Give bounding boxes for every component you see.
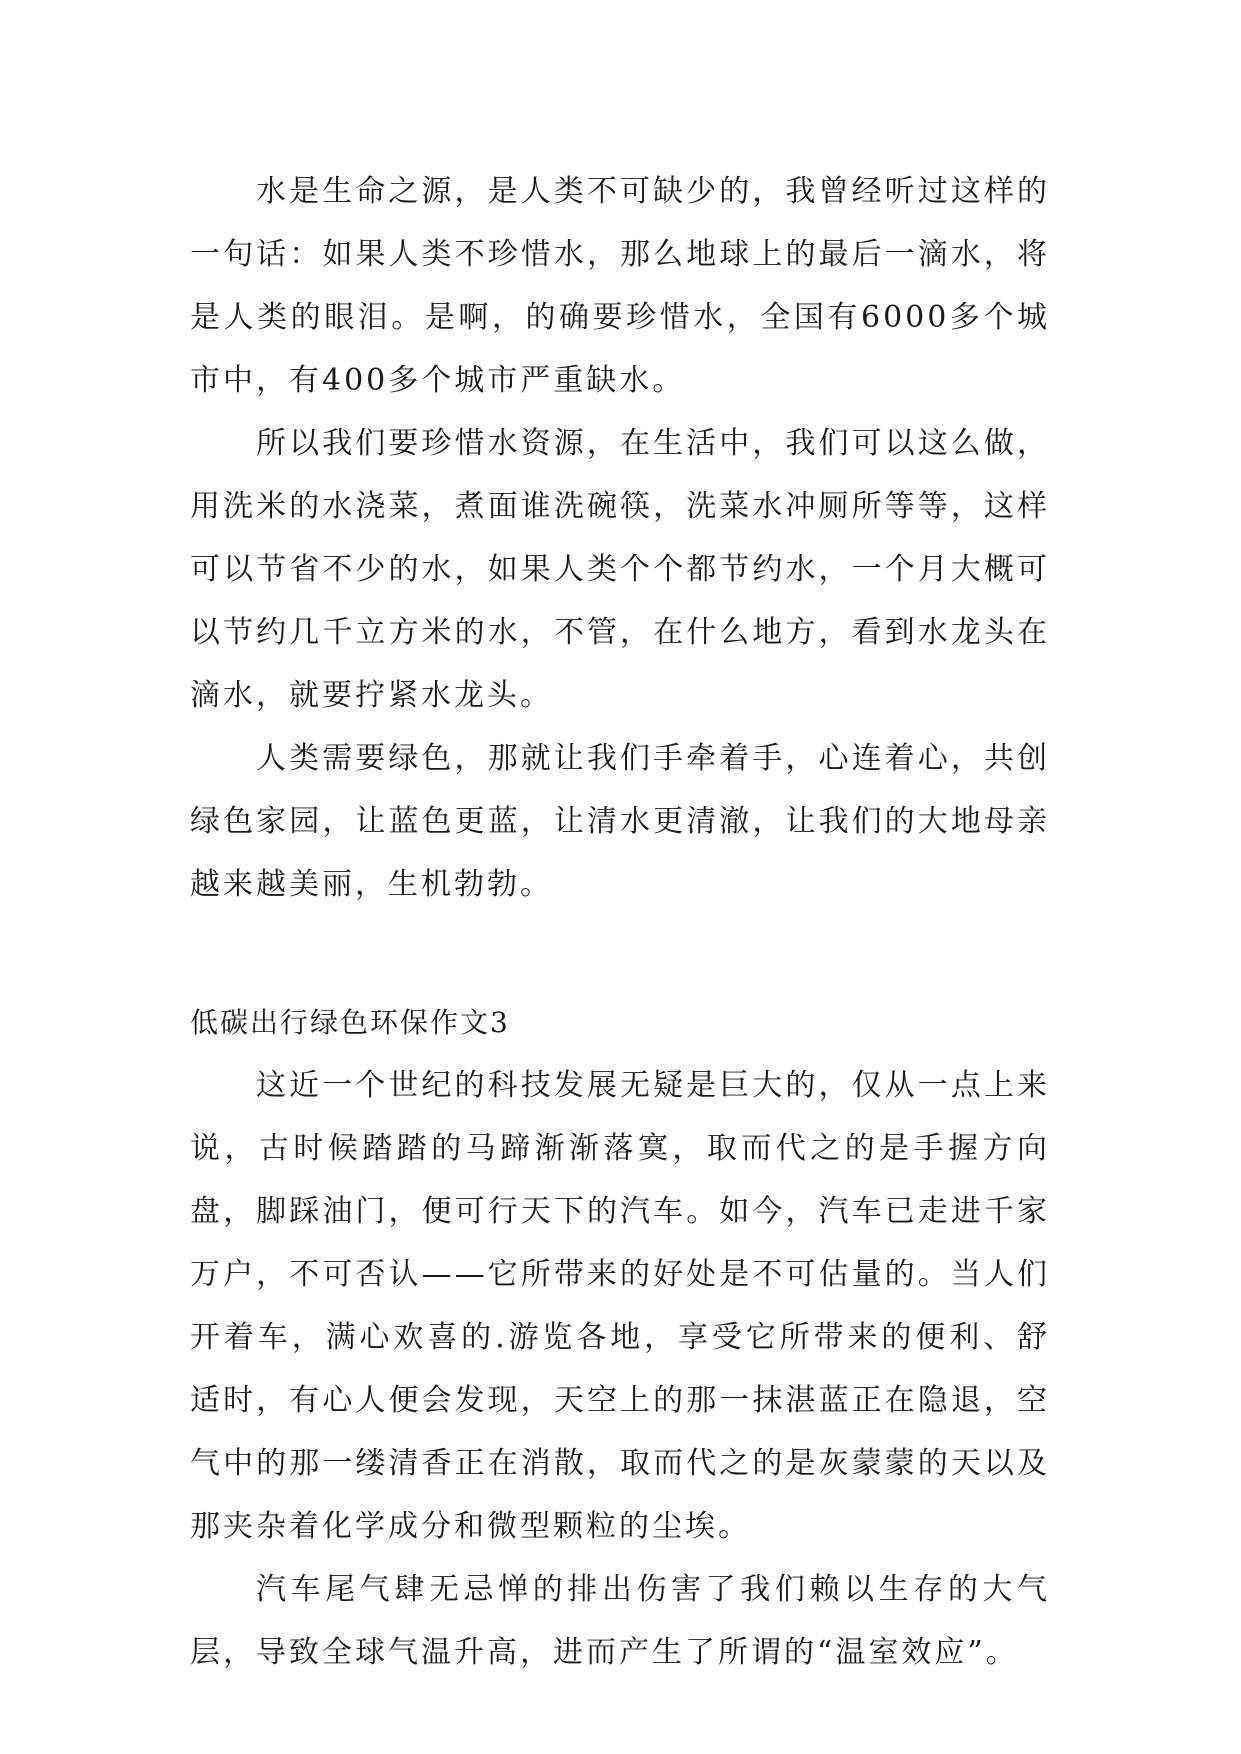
- paragraph-technology-cars: 这近一个世纪的科技发展无疑是巨大的，仅从一点上来说，古时候踏踏的马蹄渐渐落寞，取而代之的是手握方向盘，脚踩油门，便可行天下的汽车。如今，汽车已走进千家万户，不可否认——它所带来的好处是不可估量的。当人们开着车，满心欢喜的.游览各地，享受它所带来的便利、舒适时，有心人便会发现，天空上的那一抹湛蓝正在隐退，空气中的那一缕清香正在消散，取而代之的是灰蒙蒙的天以及那夹杂着化学成分和微型颗粒的尘埃。: [190, 1068, 1050, 1544]
- paragraph-save-water: 所以我们要珍惜水资源，在生活中，我们可以这么做，用洗米的水浇菜，煮面谁洗碗筷，洗菜水冲厕所等等，这样可以节省不少的水，如果人类个个都节约水，一个月大概可以节约几千立方米的水，不管，在什么地方，看到水龙头在滴水，就要拧紧水龙头。: [190, 426, 1050, 713]
- paragraph-car-exhaust: 汽车尾气肆无忌惮的排出伤害了我们赖以生存的大气层，导致全球气温升高，进而产生了所谓的“温室效应”。: [190, 1572, 1050, 1670]
- section-title: 低碳出行绿色环保作文3: [190, 1006, 510, 1039]
- document-page: [190, 160, 1050, 1684]
- paragraph-green-home: 人类需要绿色，那就让我们手牵着手，心连着心，共创绿色家园，让蓝色更蓝，让清水更清澈，让我们的大地母亲越来越美丽，生机勃勃。: [190, 741, 1050, 902]
- paragraph-water-source: 水是生命之源，是人类不可缺少的，我曾经听过这样的一句话：如果人类不珍惜水，那么地球上的最后一滴水，将是人类的眼泪。是啊，的确要珍惜水，全国有6000多个城市中，有400多个城市严重缺水。: [190, 174, 1050, 398]
